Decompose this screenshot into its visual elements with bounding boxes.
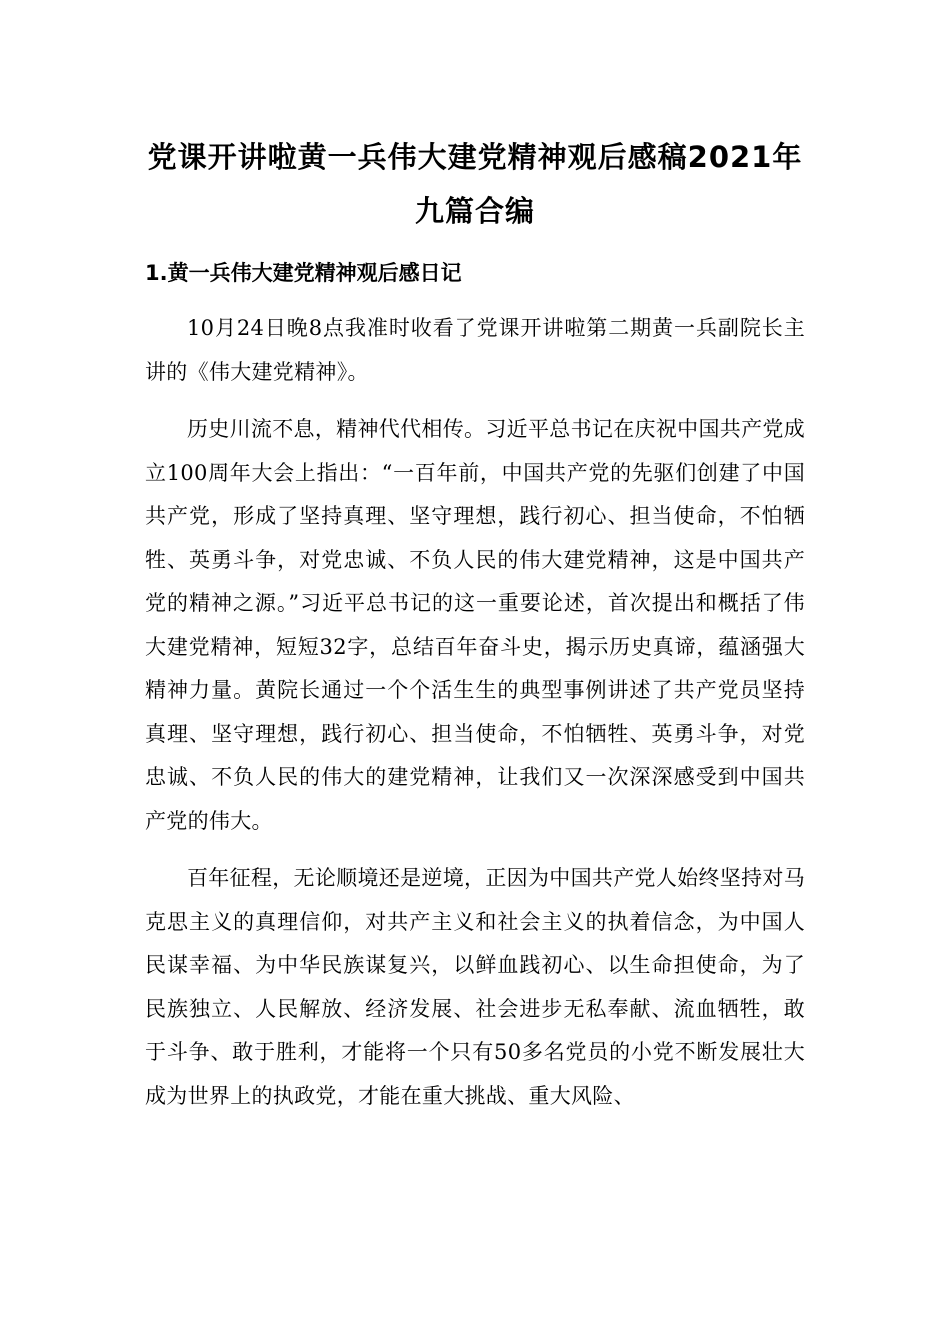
document-title: 党课开讲啦黄一兵伟大建党精神观后感稿2021年九篇合编: [147, 140, 803, 228]
paragraph: 百年征程，无论顺境还是逆境，正因为中国共产党人始终坚持对马克思主义的真理信仰，对共产主义和社会主义的执着信念，为中国人民谋幸福、为中华民族谋复兴，以鲜血践初心、以生命担使命，为了民族独立、人民解放、经济发展、社会进步无私奉献、流血牺牲，敢于斗争、敢于胜利，才能将一个只有50多名党员的小党不断发展壮大成为世界上的执政党，才能在重大挑战、重大风险、: [145, 866, 805, 1108]
paragraph: 历史川流不息，精神代代相传。习近平总书记在庆祝中国共产党成立100周年大会上指出：“一百年前，中国共产党的先驱们创建了中国共产党，形成了坚持真理、坚守理想，践行初心、担当使命，不怕牺牲、英勇斗争，对党忠诚、不负人民的伟大建党精神，这是中国共产党的精神之源。”习近平总书记的这一重要论述，首次提出和概括了伟大建党精神，短短32字，总结百年奋斗史，揭示历史真谛，蕴涵强大精神力量。黄院长通过一个个活生生的典型事例讲述了共产党员坚持真理、坚守理想，践行初心、担当使命，不怕牺牲、英勇斗争，对党忠诚、不负人民的伟大的建党精神，让我们又一次深深感受到中国共产党的伟大。: [145, 417, 805, 833]
paragraph: 10月24日晚8点我准时收看了党课开讲啦第二期黄一兵副院长主讲的《伟大建党精神》。: [145, 316, 805, 384]
document-body: [145, 307, 805, 1132]
section-heading: 1.黄一兵伟大建党精神观后感日记: [145, 261, 462, 285]
